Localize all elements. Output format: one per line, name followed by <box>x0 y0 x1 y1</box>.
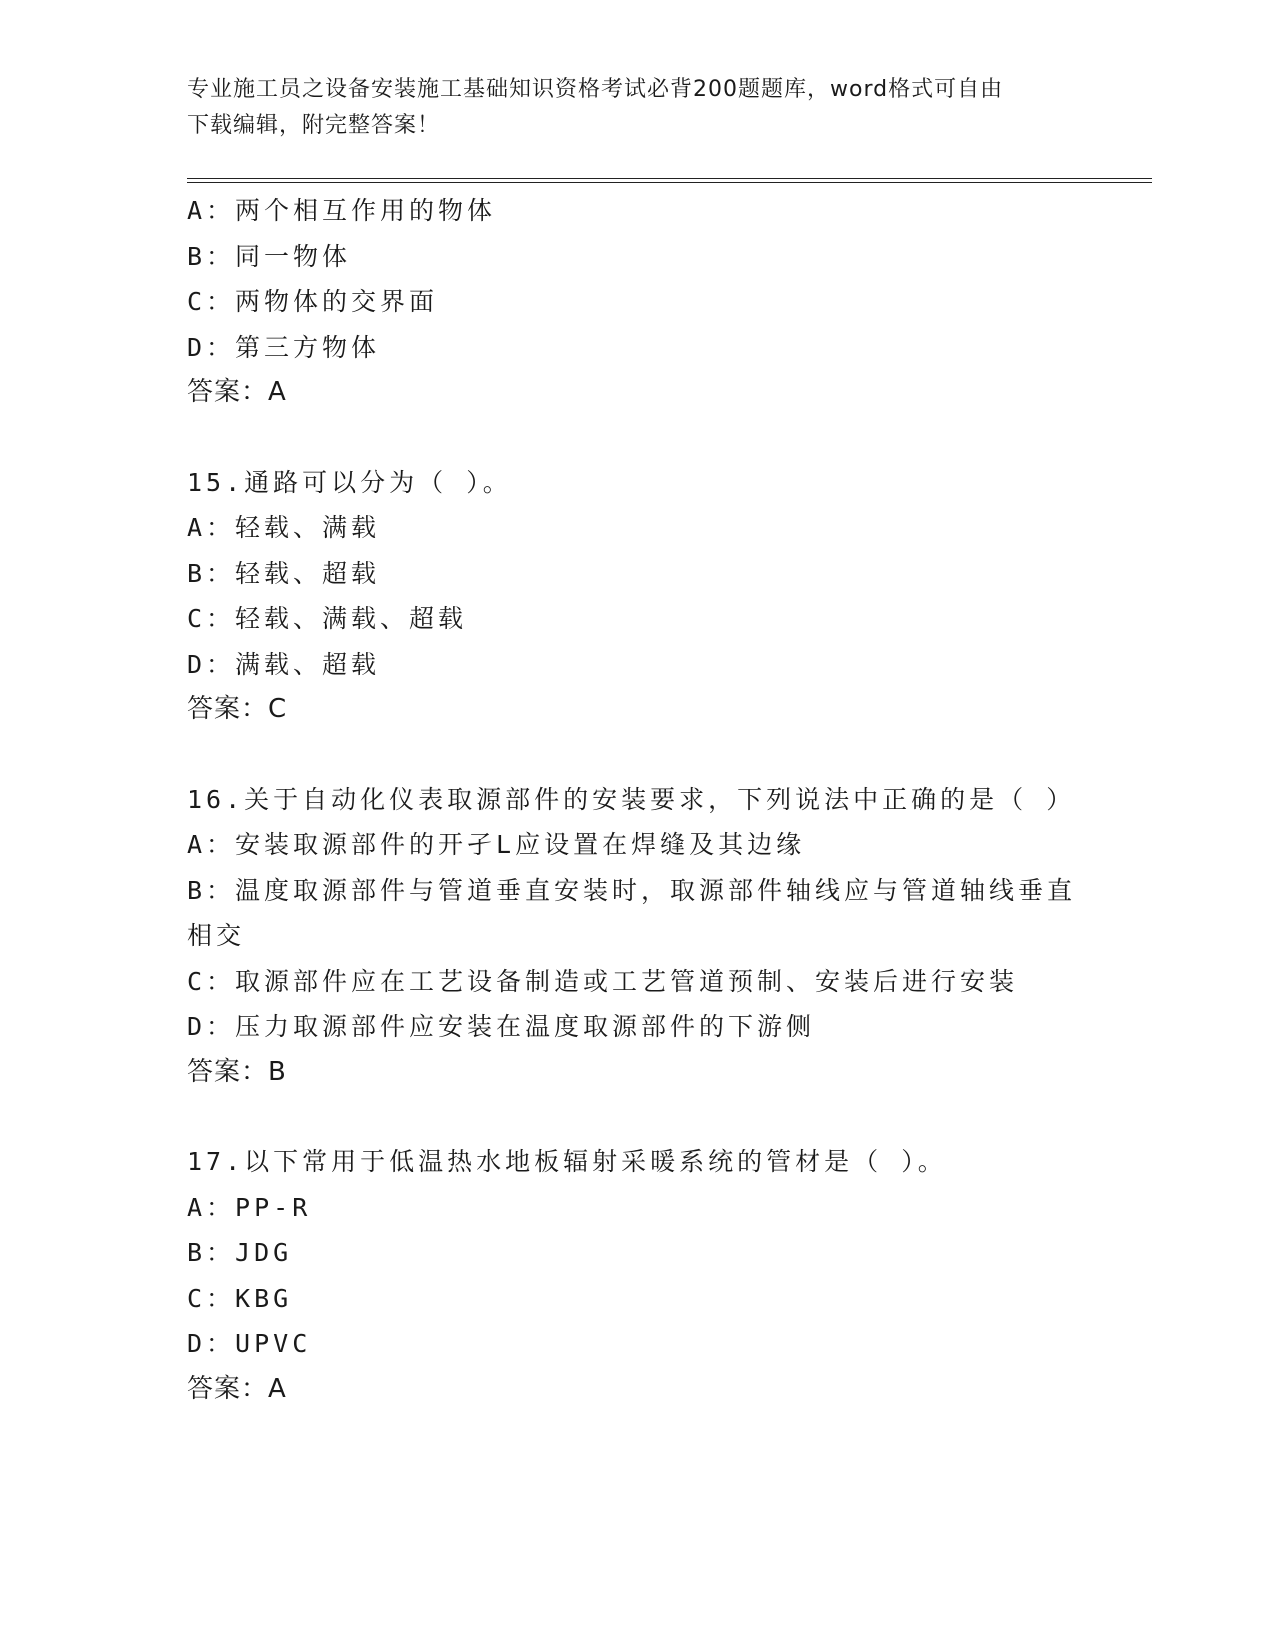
q15-option-a: A：轻载、满载 <box>187 513 381 542</box>
q14-answer: 答案：A <box>187 377 287 407</box>
q15-answer: 答案：C <box>187 694 288 724</box>
q16-answer: 答案：B <box>187 1056 287 1087</box>
header-divider-bottom <box>187 182 1152 183</box>
q17-option-d: D：UPVC <box>187 1329 312 1358</box>
question-list <box>187 188 1087 1412</box>
q16-option-b: B：温度取源部件与管道垂直安装时，取源部件轴线应与管道轴线垂直 <box>187 875 1077 905</box>
q17-option-c: C：KBG <box>187 1283 293 1313</box>
header-line-2: 下载编辑，附完整答案！ <box>187 113 441 138</box>
spacer <box>187 1095 1087 1139</box>
document-header <box>187 72 1067 144</box>
question-16 <box>187 777 1087 1096</box>
q17-option-b: B：JDG <box>187 1238 293 1267</box>
q14-option-d: D：第三方物体 <box>187 332 381 362</box>
q16-option-a: A：安装取源部件的开孑L应设置在焊缝及其边缘 <box>187 830 806 859</box>
question-17 <box>187 1139 1087 1412</box>
q17-stem: 17.以下常用于低温热水地板辐射采暖系统的管材是（ ）。 <box>187 1147 947 1176</box>
question-14 <box>187 188 1087 416</box>
question-15 <box>187 460 1087 733</box>
q14-option-c: C：两物体的交界面 <box>187 287 439 316</box>
header-line-1: 专业施工员之设备安装施工基础知识资格考试必背200题题库，word格式可自由 <box>187 77 1004 102</box>
q15-option-c: C：轻载、满载、超载 <box>187 604 468 633</box>
q16-option-b-continued: 相交 <box>187 921 246 950</box>
q14-option-b: B：同一物体 <box>187 241 352 271</box>
q17-option-a: A：PP-R <box>187 1192 312 1222</box>
q14-option-a: A：两个相互作用的物体 <box>187 196 497 225</box>
spacer <box>187 416 1087 460</box>
q16-option-c: C：取源部件应在工艺设备制造或工艺管道预制、安装后进行安装 <box>187 966 1019 996</box>
q16-stem: 16.关于自动化仪表取源部件的安装要求，下列说法中正确的是（ ） <box>187 784 1076 814</box>
q15-option-d: D：满载、超载 <box>187 649 381 679</box>
header-divider-top <box>187 178 1152 179</box>
q17-answer: 答案：A <box>187 1373 287 1404</box>
q15-option-b: B：轻载、超载 <box>187 558 381 588</box>
spacer <box>187 733 1087 777</box>
q16-option-d: D：压力取源部件应安装在温度取源部件的下游侧 <box>187 1012 816 1041</box>
q15-stem: 15.通路可以分为（ ）。 <box>187 467 512 497</box>
